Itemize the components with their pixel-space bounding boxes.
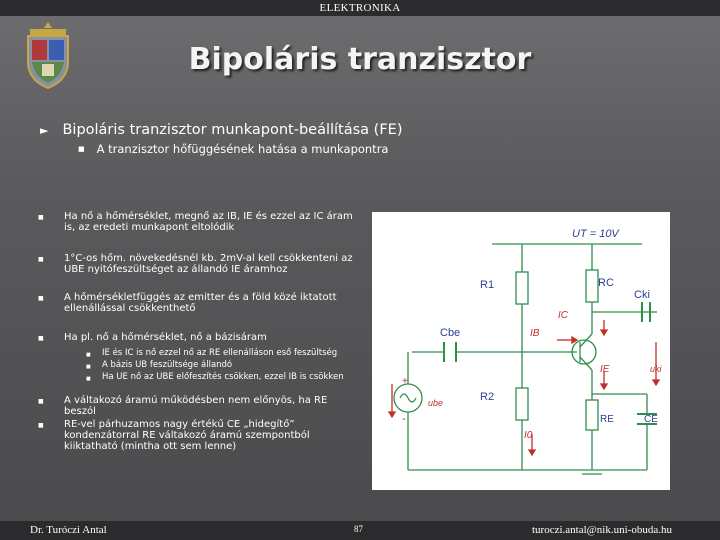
level1-bullet: ► Bipoláris tranzisztor munkapont-beállítása (FE): [40, 122, 403, 138]
r2-label: R2: [480, 391, 495, 403]
square-bullet-icon: ■: [38, 422, 44, 429]
square-bullet-icon: ■: [38, 295, 44, 302]
ie-label: IE: [600, 364, 610, 375]
r1-label: R1: [480, 279, 495, 291]
subbullet-2: ■ A bázis UB feszültsége állandó: [86, 360, 233, 370]
square-bullet-icon: ■: [78, 145, 85, 153]
subbullet-3: ■ Ha UE nő az UBE előfeszítés csökken, ezzel IB is csökken: [86, 372, 344, 382]
bullet-5: ■ A váltakozó áramú működésben nem előnyös, ha RE beszól: [38, 395, 328, 417]
header-label: ELEKTRONIKA: [319, 2, 401, 14]
cki-label: Cki: [634, 289, 650, 301]
footer-author: Dr. Turóczi Antal: [30, 524, 107, 536]
re-label: RE: [600, 414, 614, 425]
ube-label: ube: [428, 398, 444, 408]
bullet-6: ■ RE-vel párhuzamos nagy értékű CE „hidegítő” kondenzátorral RE váltakozó áramú szempontból kiiktatható (mintha ott sem lenne): [38, 419, 310, 452]
footer-email: turoczi.antal@nik.uni-obuda.hu: [532, 524, 672, 536]
supply-label: UT = 10V: [572, 228, 619, 240]
bullet-1: ■ Ha nő a hőmérséklet, megnő az IB, IE és ezzel az IC áram is, az eredeti munkapont eltolódik: [38, 211, 353, 233]
ib-label: IB: [530, 328, 540, 339]
square-bullet-icon: ■: [38, 335, 44, 342]
square-bullet-icon: ■: [38, 214, 44, 221]
header-bar: [0, 0, 720, 16]
ic-label: IC: [558, 310, 568, 321]
square-bullet-icon: ■: [86, 376, 91, 382]
ce-label: CE: [644, 414, 658, 425]
minus-sign: -: [402, 413, 406, 425]
square-bullet-icon: ■: [38, 256, 44, 263]
rc-label: RC: [598, 277, 614, 289]
bullet-2: ■ 1°C-os hőm. növekedésnél kb. 2mV-al kell csökkenteni az UBE nyitófeszültséget az állandó IE áramhoz: [38, 253, 353, 275]
plus-sign: +: [402, 376, 408, 387]
square-bullet-icon: ■: [86, 364, 91, 370]
bullet-3: ■ A hőmérsékletfüggés az emitter és a föld közé iktatott ellenállással csökkenthető: [38, 292, 337, 314]
square-bullet-icon: ■: [38, 398, 44, 405]
bullet-4: ■ Ha pl. nő a hőmérséklet, nő a bázisáram: [38, 332, 267, 343]
footer-page-number: 87: [354, 524, 363, 534]
uki-label: uki: [650, 364, 662, 374]
i0-label: I0: [524, 430, 533, 441]
subbullet-1: ■ IE és IC is nő ezzel nő az RE ellenálláson eső feszültség: [86, 348, 338, 358]
square-bullet-icon: ■: [86, 352, 91, 358]
level2-bullet: ■ A tranzisztor hőfüggésének hatása a munkapontra: [78, 142, 389, 156]
slide-title: Bipoláris tranzisztor: [188, 42, 532, 77]
triangle-bullet-icon: ►: [40, 124, 49, 137]
circuit-diagram: [372, 212, 670, 490]
cbe-label: Cbe: [440, 327, 461, 339]
